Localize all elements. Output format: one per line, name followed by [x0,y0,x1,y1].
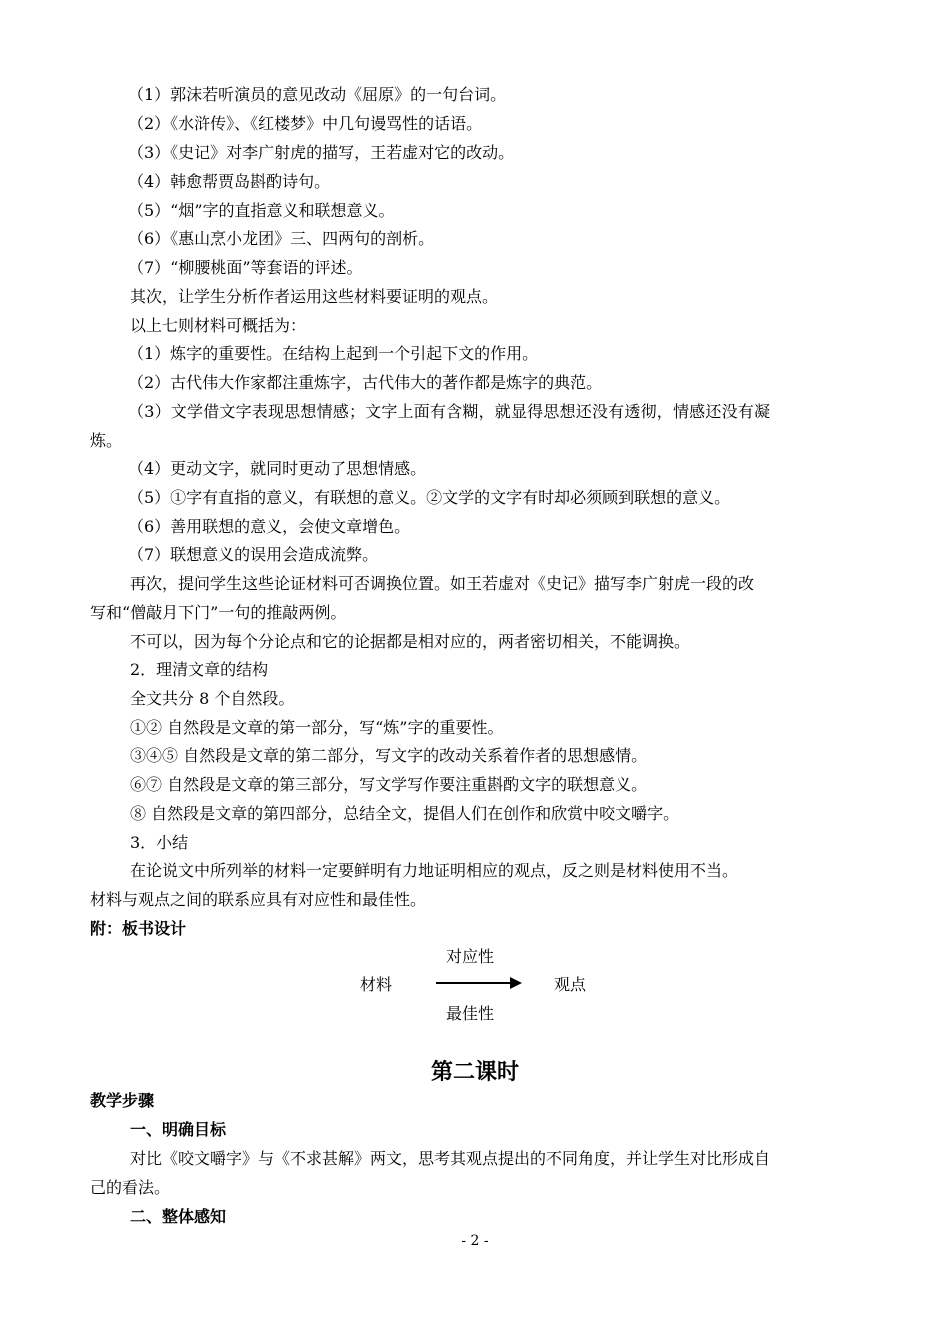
section1-heading: 一、明确目标 [130,1120,227,1139]
material-item-6: （6）《惠山烹小龙团》三、四两句的剖析。 [128,229,435,248]
subheading-summary: 3．小结 [130,833,189,852]
structure-part-4: ⑧ 自然段是文章的第四部分，总结全文，提倡人们在创作和欣赏中咬文嚼字。 [130,804,680,823]
paragraph-question-continued: 写和“僧敲月下门”一句的推敲两例。 [90,603,347,622]
structure-part-2: ③④⑤ 自然段是文章的第二部分，写文字的改动关系着作者的思想感情。 [130,746,648,765]
page-number: - 2 - [461,1233,489,1249]
diagram-top-label: 对应性 [446,947,495,966]
subheading-structure: 2．理清文章的结构 [130,660,269,679]
paragraph-next: 其次，让学生分析作者运用这些材料要证明的观点。 [130,287,499,306]
point-item-3: （3）文学借文字表现思想情感；文字上面有含糊，就显得思想还没有透彻，情感还没有凝 [128,402,771,421]
point-item-3-continued: 炼。 [90,431,123,450]
structure-part-3: ⑥⑦ 自然段是文章的第三部分，写文学写作要注重斟酌文字的联想意义。 [130,775,648,794]
material-item-4: （4）韩愈帮贾岛斟酌诗句。 [128,172,331,191]
diagram-right-label: 观点 [554,975,587,994]
diagram-arrow-line [436,982,512,984]
paragraph-summary: 在论说文中所列举的材料一定要鲜明有力地证明相应的观点，反之则是材料使用不当。 [130,861,739,880]
material-item-3: （3）《史记》对李广射虎的描写，王若虚对它的改动。 [128,143,515,162]
point-item-7: （7）联想意义的误用会造成流弊。 [128,545,379,564]
section2-heading: 二、整体感知 [130,1207,227,1226]
steps-heading: 教学步骤 [90,1091,155,1110]
structure-part-1: ①② 自然段是文章的第一部分，写“炼”字的重要性。 [130,718,504,737]
point-item-1: （1）炼字的重要性。在结构上起到一个引起下文的作用。 [128,344,539,363]
paragraph-summary-intro: 以上七则材料可概括为： [130,316,307,335]
point-item-5: （5）①字有直指的意义，有联想的意义。②文学的文字有时却必须顾到联想的意义。 [128,488,731,507]
section1-text: 对比《咬文嚼字》与《不求甚解》两文，思考其观点提出的不同角度，并让学生对比形成自 [130,1149,771,1168]
right-arrow-icon [510,977,522,989]
diagram-left-label: 材料 [360,975,393,994]
paragraph-question: 再次，提问学生这些论证材料可否调换位置。如王若虚对《史记》描写李广射虎一段的改 [130,574,755,593]
material-item-7: （7）“柳腰桃面”等套语的评述。 [128,258,363,277]
paragraph-structure-count: 全文共分 8 个自然段。 [130,689,295,708]
paragraph-answer: 不可以，因为每个分论点和它的论据都是相对应的，两者密切相关，不能调换。 [130,632,691,651]
diagram-bottom-label: 最佳性 [446,1004,495,1023]
section1-text-continued: 己的看法。 [90,1178,171,1197]
material-item-1: （1）郭沫若听演员的意见改动《屈原》的一句台词。 [128,85,507,104]
point-item-2: （2）古代伟大作家都注重炼字，古代伟大的著作都是炼字的典范。 [128,373,603,392]
paragraph-summary-continued: 材料与观点之间的联系应具有对应性和最佳性。 [90,890,427,909]
lesson-title: 第二课时 [430,1060,519,1085]
point-item-6: （6）善用联想的意义，会使文章增色。 [128,517,411,536]
material-item-5: （5）“烟”字的直指意义和联想意义。 [128,201,395,220]
point-item-4: （4）更动文字，就同时更动了思想情感。 [128,459,427,478]
material-item-2: （2）《水浒传》、《红楼梦》中几句谩骂性的话语。 [128,114,483,133]
appendix-heading: 附：板书设计 [90,919,187,938]
